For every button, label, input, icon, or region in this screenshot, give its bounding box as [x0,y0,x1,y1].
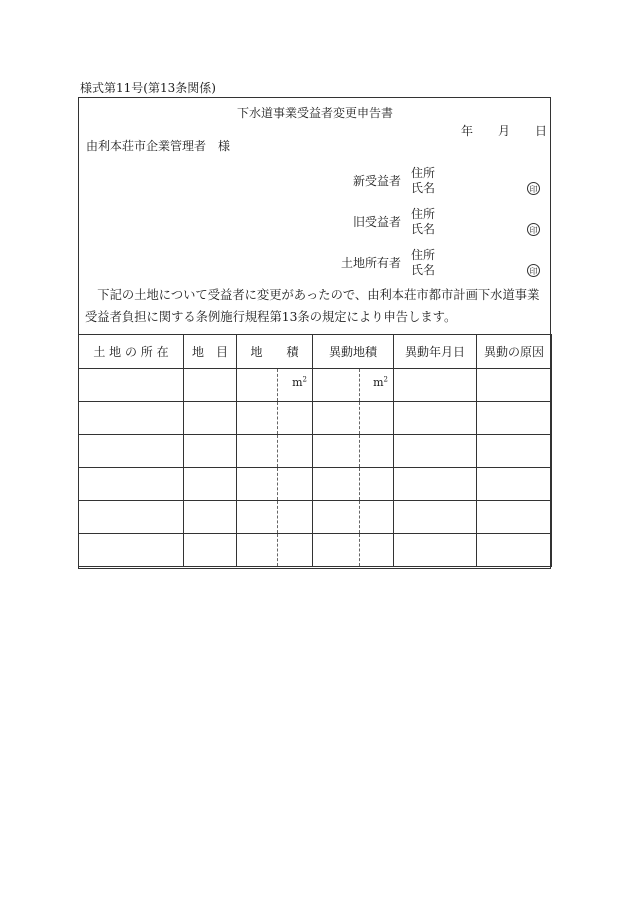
date-year-label: 年 [461,124,474,138]
seal-mark-icon: 印 [527,264,540,277]
party-address-label: 住所 [411,207,436,221]
table-row [79,468,552,501]
cell-area-integer[interactable] [237,534,278,567]
cell-changed-area-unit[interactable] [360,369,394,402]
cell-location[interactable] [79,402,184,435]
cell-area-integer[interactable] [237,468,278,501]
header-land-category: 地 目 [184,335,237,369]
cell-change-reason[interactable] [477,435,552,468]
cell-area-integer[interactable] [237,369,278,402]
form-number-label: 様式第11号(第13条関係) [80,81,216,95]
party-name-label: 氏名 [411,222,436,236]
table-row [79,402,552,435]
cell-area-unit[interactable] [278,468,313,501]
cell-land-category[interactable] [184,435,237,468]
party-address-label: 住所 [411,166,436,180]
cell-change-reason[interactable] [477,501,552,534]
party-name-label: 氏名 [411,263,436,277]
date-line [461,124,547,138]
cell-changed-area-integer[interactable] [313,501,360,534]
cell-location[interactable] [79,501,184,534]
header-change-date: 異動年月日 [394,335,477,369]
party-role-new-beneficiary: 新受益者 [352,174,401,188]
cell-change-reason[interactable] [477,534,552,567]
cell-location[interactable] [79,534,184,567]
cell-area-unit[interactable] [278,402,313,435]
cell-change-reason[interactable] [477,468,552,501]
cell-change-date[interactable] [394,501,477,534]
cell-changed-area-integer[interactable] [313,402,360,435]
table-row [79,501,552,534]
cell-changed-area-integer[interactable] [313,534,360,567]
cell-change-date[interactable] [394,369,477,402]
cell-land-category[interactable] [184,369,237,402]
table-row [79,435,552,468]
cell-location[interactable] [79,468,184,501]
party-name-label: 氏名 [411,181,436,195]
square-meter-unit: m [292,376,303,389]
cell-change-date[interactable] [394,402,477,435]
table-row [79,369,552,402]
cell-change-date[interactable] [394,435,477,468]
cell-change-reason[interactable] [477,369,552,402]
cell-change-date[interactable] [394,534,477,567]
cell-area-unit[interactable] [278,435,313,468]
cell-area-unit[interactable] [278,369,313,402]
land-table [78,334,552,567]
cell-location[interactable] [79,435,184,468]
cell-changed-area-unit[interactable] [360,402,394,435]
cell-changed-area-unit[interactable] [360,501,394,534]
cell-change-reason[interactable] [477,402,552,435]
cell-changed-area-unit[interactable] [360,468,394,501]
unit-exponent: 2 [302,375,307,384]
cell-area-unit[interactable] [278,501,313,534]
square-meter-unit: m [373,376,384,389]
cell-changed-area-unit[interactable] [360,435,394,468]
cell-area-unit[interactable] [278,534,313,567]
cell-location[interactable] [79,369,184,402]
unit-exponent: 2 [383,375,388,384]
cell-land-category[interactable] [184,402,237,435]
date-day-label: 日 [534,124,547,138]
party-address-label: 住所 [411,248,436,262]
cell-changed-area-integer[interactable] [313,468,360,501]
header-land-area: 地 積 [237,335,313,369]
cell-changed-area-integer[interactable] [313,435,360,468]
cell-land-category[interactable] [184,534,237,567]
cell-land-category[interactable] [184,468,237,501]
header-location: 土 地 の 所 在 [79,335,184,369]
document-title: 下水道事業受益者変更申告書 [236,106,393,120]
table-row [79,534,552,567]
cell-land-category[interactable] [184,501,237,534]
table-header-row [79,335,552,369]
cell-area-integer[interactable] [237,435,278,468]
seal-mark-icon: 印 [527,223,540,236]
seal-mark-icon: 印 [527,182,540,195]
cell-changed-area-unit[interactable] [360,534,394,567]
cell-area-integer[interactable] [237,501,278,534]
party-role-old-beneficiary: 旧受益者 [352,215,401,229]
cell-change-date[interactable] [394,468,477,501]
date-month-label: 月 [497,124,510,138]
addressee: 由利本荘市企業管理者 様 [86,139,231,153]
declaration-text: 下記の土地について受益者に変更があったので、由利本荘市都市計画下水道事業受益者負担に関する条例施行規程第13条の規定により申告します。 [85,288,540,324]
party-role-landowner: 土地所有者 [340,256,401,270]
cell-area-integer[interactable] [237,402,278,435]
header-change-reason: 異動の原因 [477,335,552,369]
cell-changed-area-integer[interactable] [313,369,360,402]
header-changed-area: 異動地積 [313,335,394,369]
